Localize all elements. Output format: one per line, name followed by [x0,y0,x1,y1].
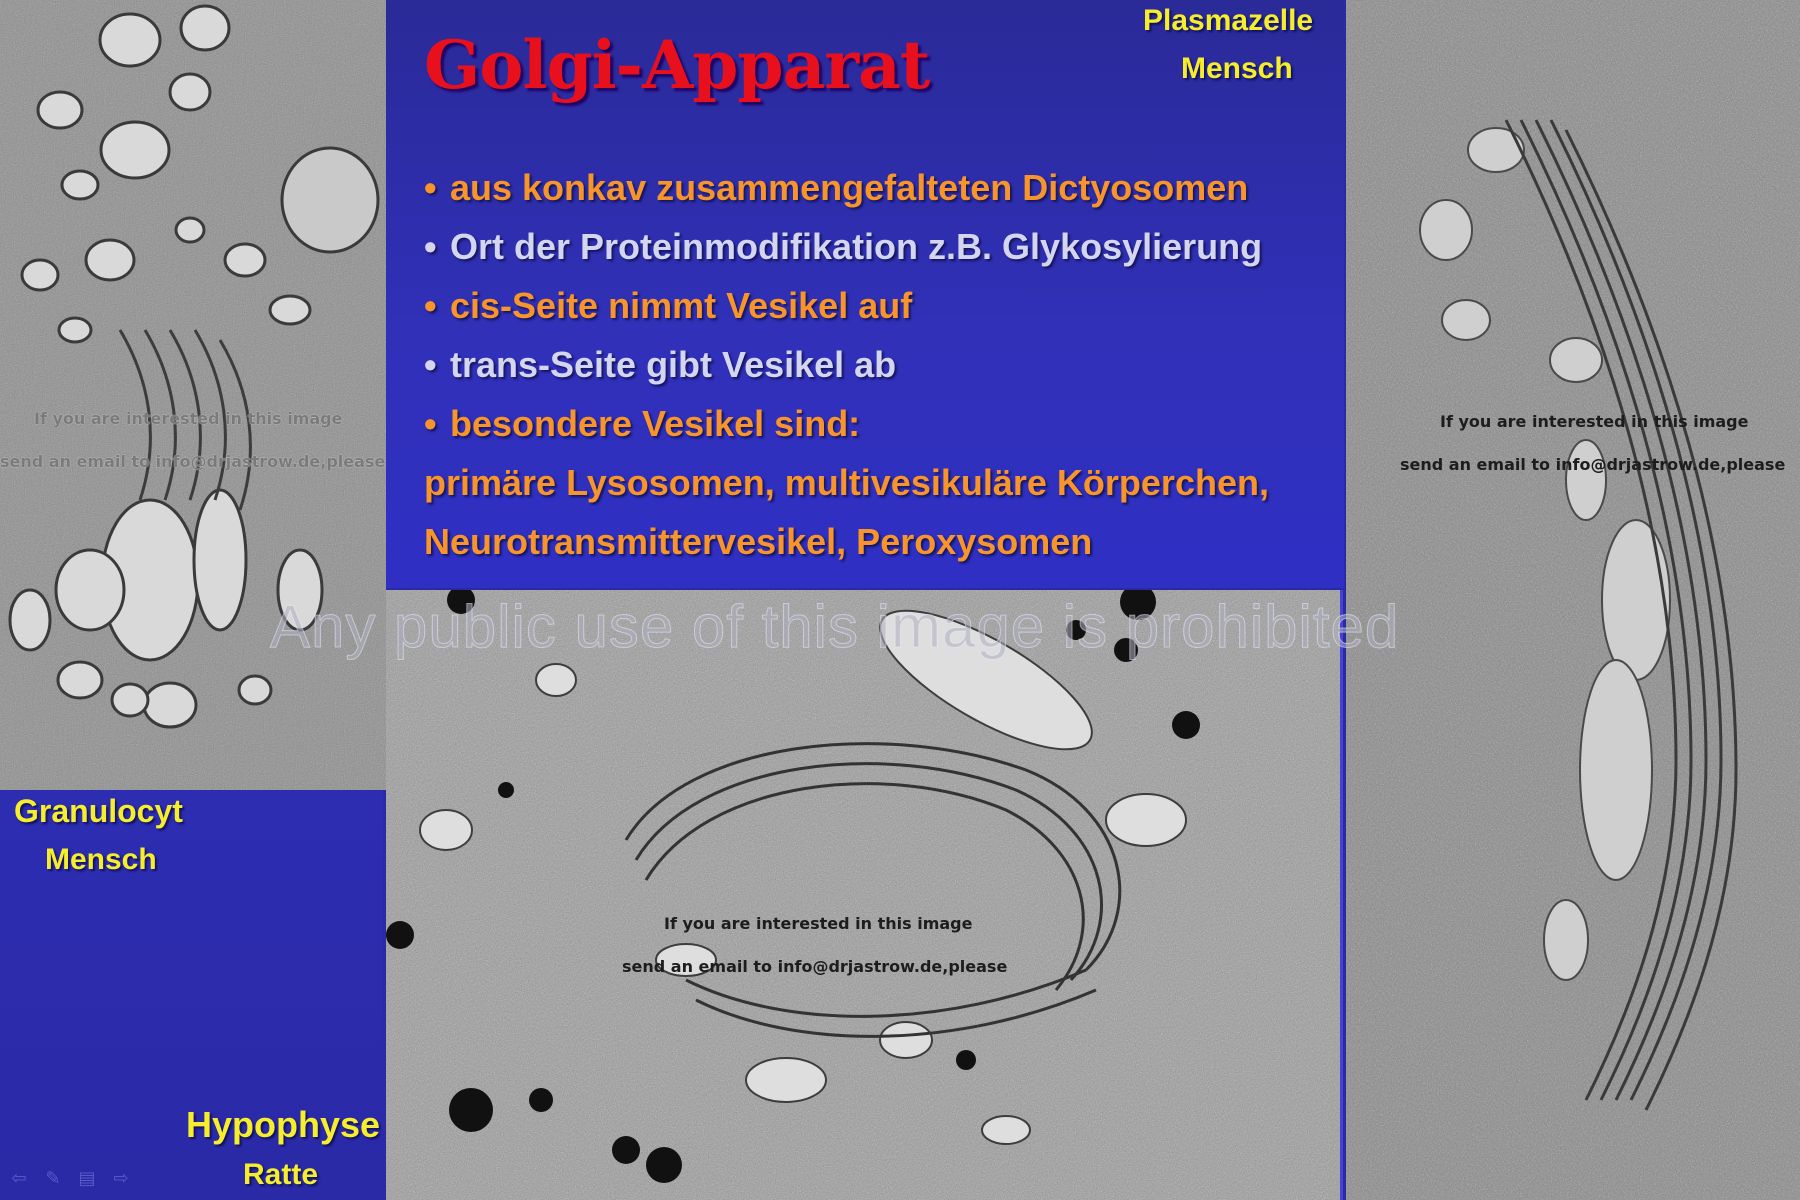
copyright-note-line1: If you are interested in this image [664,914,973,933]
specimen-label-plasma-cell: Plasmazelle [1143,4,1314,37]
arrow-left-icon[interactable]: ⇦ [11,1168,27,1189]
copyright-note-line2: send an email to info@drjastrow.de,please [0,452,386,471]
bullet-text: aus konkav zusammengefalteten Dictyosomen [450,167,1249,208]
bullet-continuation [424,453,1269,512]
bullet-text: besondere Vesikel sind: [450,403,861,444]
bullet-item [424,394,1269,453]
bullet-item [424,335,1269,394]
bullet-text: Neurotransmittervesikel, Peroxysomen [424,521,1093,562]
bullet-item [424,217,1269,276]
pen-icon[interactable]: ✎ [45,1168,61,1189]
species-label-granulocyte: Mensch [45,843,157,876]
bullet-text: cis-Seite nimmt Vesikel auf [450,285,913,326]
menu-icon[interactable]: ▤ [78,1168,96,1189]
specimen-label-granulocyte: Granulocyt [14,793,183,829]
bullet-dot: • [424,167,437,208]
bullet-item [424,158,1269,217]
slide-title: Golgi-Apparat [424,26,930,104]
bullet-continuation [424,512,1269,571]
copyright-note-line2: send an email to info@drjastrow.de,please [1400,455,1786,474]
bullet-text: trans-Seite gibt Vesikel ab [450,344,897,385]
copyright-note-line2: send an email to info@drjastrow.de,please [622,957,1008,976]
panel-divider [1340,590,1343,1200]
bullet-dot: • [424,226,437,267]
micrograph-pituitary [386,590,1342,1200]
bullet-item [424,276,1269,335]
bullet-text: primäre Lysosomen, multivesikuläre Körperchen, [424,462,1269,503]
copyright-note-line1: If you are interested in this image [34,409,343,428]
specimen-label-pituitary: Hypophyse [186,1104,381,1145]
slide-nav [8,1168,132,1190]
bullet-list [424,158,1269,571]
micrograph-granulocyte [0,0,386,790]
copyright-note-line1: If you are interested in this image [1440,412,1749,431]
bullet-text: Ort der Proteinmodifikation z.B. Glykosylierung [450,226,1263,267]
species-label-pituitary: Ratte [243,1158,319,1191]
watermark-text: Any public use of this image is prohibited [270,593,1400,660]
bullet-dot: • [424,344,437,385]
species-label-plasma-cell: Mensch [1181,52,1293,85]
bullet-dot: • [424,403,437,444]
bullet-dot: • [424,285,437,326]
arrow-right-icon[interactable]: ⇨ [113,1168,129,1189]
